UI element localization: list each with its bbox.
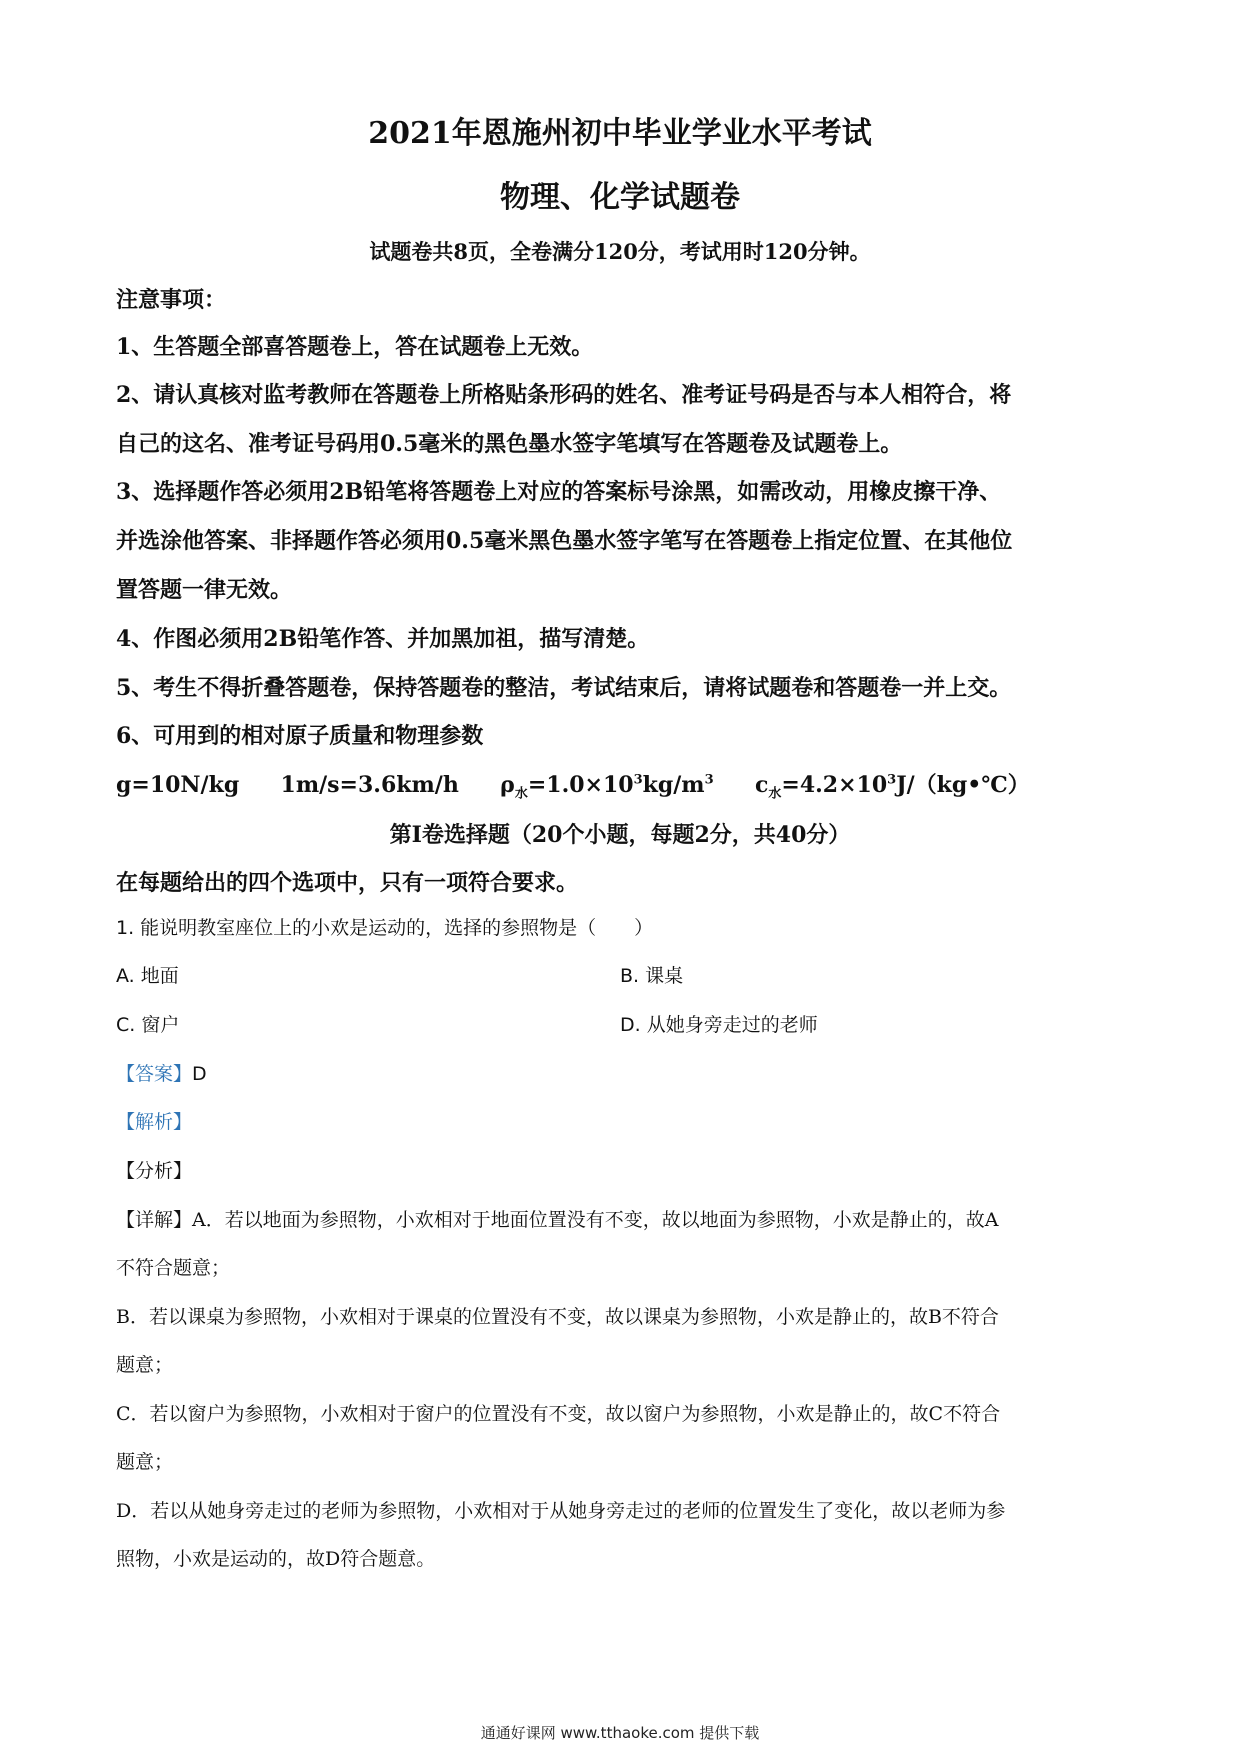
exam-subtitle: 物理、化学试题卷 — [500, 180, 740, 215]
param-speed: 1m/s=3.6km/h — [280, 772, 459, 798]
physics-params — [116, 768, 1136, 802]
notice-item: 4、作图必须用2B铅笔作答、并加黑加祖，描写清楚。 — [116, 626, 650, 652]
notice-item: 6、可用到的相对原子质量和物理参数 — [116, 723, 484, 749]
detail-line: 照物，小欢是运动的，故D符合题意。 — [116, 1548, 436, 1570]
detail-line: 【详解】A．若以地面为参照物，小欢相对于地面位置没有不变，故以地面为参照物，小欢是静止的，故A — [116, 1209, 999, 1231]
section-instruction: 在每题给出的四个选项中，只有一项符合要求。 — [116, 870, 579, 896]
detail-line: 不符合题意； — [116, 1257, 231, 1279]
option-b: B. 课桌 — [620, 965, 684, 987]
detail-line: C．若以窗户为参照物，小欢相对于窗户的位置没有不变，故以窗户为参照物，小欢是静止的，故C不符合 — [116, 1403, 1001, 1425]
detail-line: 题意； — [116, 1354, 174, 1376]
footer-credit: 通通好课网 www.tthaoke.com 提供下载 — [480, 1724, 760, 1742]
notice-item: 2、请认真核对监考教师在答题卷上所格贴条形码的姓名、准考证号码是否与本人相符合，将 — [116, 382, 1012, 408]
fenxi-label: 【分析】 — [116, 1160, 193, 1182]
param-g: g=10N/kg — [116, 772, 240, 798]
section-title: 第I卷选择题（20个小题，每题2分，共40分） — [389, 822, 851, 848]
notice-item: 置答题一律无效。 — [116, 577, 293, 603]
notice-item: 自己的这名、准考证号码用0.5毫米的黑色墨水签字笔填写在答题卷及试题卷上。 — [116, 431, 903, 457]
param-heat-capacity: $c_水=4.2\times 10^3J/(kg•℃)$ — [754, 772, 1030, 802]
exam-info: 试题卷共8页，全卷满分120分，考试用时120分钟。 — [369, 239, 871, 264]
answer-value: D — [192, 1063, 207, 1085]
param-density: $\rho_水=1.0\times 10^3kg/m^3$ — [500, 772, 714, 802]
notice-item: 1、生答题全部喜答题卷上，答在试题卷上无效。 — [116, 334, 594, 360]
answer-label: 【答案】 — [116, 1063, 193, 1085]
exam-title: 2021年恩施州初中毕业学业水平考试 — [368, 116, 872, 151]
analysis-label: 【解析】 — [116, 1111, 193, 1133]
notice-heading: 注意事项： — [116, 287, 227, 313]
detail-line: D．若以从她身旁走过的老师为参照物，小欢相对于从她身旁走过的老师的位置发生了变化，故以老师为参 — [116, 1500, 1006, 1522]
detail-line: 题意； — [116, 1451, 174, 1473]
answer-line — [116, 1059, 1136, 1086]
option-c: C. 窗户 — [116, 1014, 180, 1036]
notice-item: 并选涂他答案、非择题作答必须用0.5毫米黑色墨水签字笔写在答题卷上指定位置、在其他位 — [116, 528, 1013, 554]
option-d: D. 从她身旁走过的老师 — [620, 1014, 818, 1036]
detail-line: B．若以课桌为参照物，小欢相对于课桌的位置没有不变，故以课桌为参照物，小欢是静止的，故B不符合 — [116, 1306, 999, 1328]
notice-item: 5、考生不得折叠答题卷，保持答题卷的整洁，考试结束后，请将试题卷和答题卷一并上交。 — [116, 675, 1012, 701]
option-a: A. 地面 — [116, 965, 179, 987]
question-stem: 1. 能说明教室座位上的小欢是运动的，选择的参照物是（ ） — [116, 917, 654, 939]
notice-item: 3、选择题作答必须用2B铅笔将答题卷上对应的答案标号涂黑，如需改动，用橡皮擦干净、 — [116, 479, 1002, 505]
